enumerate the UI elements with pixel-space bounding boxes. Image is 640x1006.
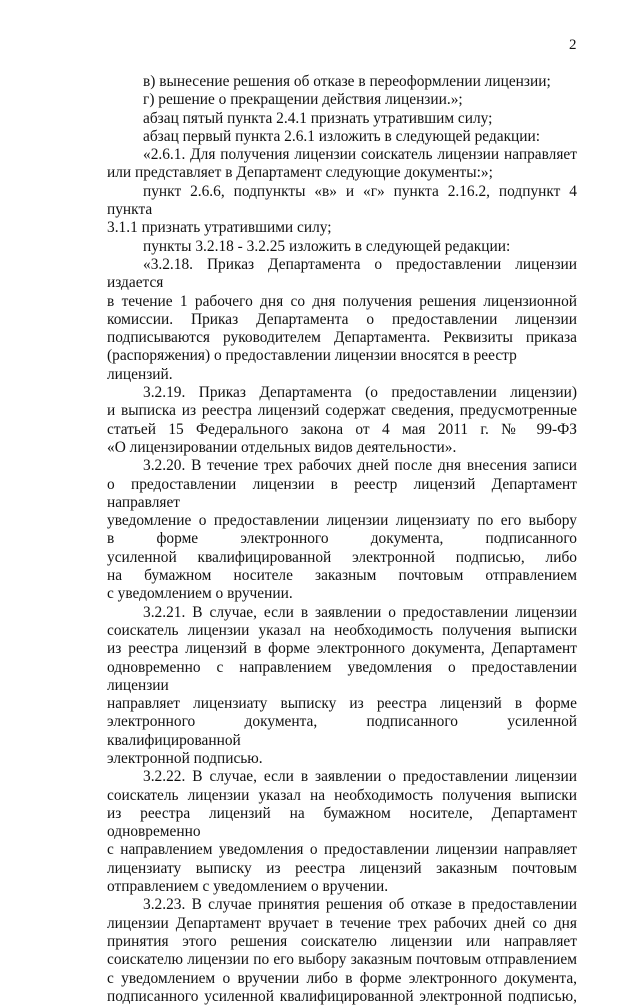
page-number: 2: [569, 37, 577, 53]
document-body: [107, 73, 577, 1006]
text-line: подписанного усиленной квалифицированной электронной подписью,: [107, 987, 577, 1005]
text-line: пункты 3.2.18 - 3.2.25 изложить в следующей редакции:: [143, 237, 511, 255]
text-line: г) решение о прекращении действия лицензии.»;: [143, 91, 463, 109]
text-line: электронной подписью.: [107, 749, 263, 767]
text-line: 3.2.22. В случае, если в заявлении о предоставлении лицензии: [143, 768, 577, 786]
text-line: с направлением уведомления о предоставлении лицензии направляет: [107, 841, 577, 859]
text-line: из реестра лицензий в форме электронного документа, Департамент: [107, 640, 577, 658]
text-line: «О лицензировании отдельных видов деятельности».: [107, 438, 457, 456]
text-line: на бумажном носителе заказным почтовым отправлением: [107, 567, 577, 585]
text-line: уведомление о предоставлении лицензии лицензиату по его выбору: [107, 512, 577, 530]
text-line: принятия этого решения соискателю лицензии или направляет: [107, 932, 577, 950]
text-line: абзац пятый пункта 2.4.1 признать утратившим силу;: [143, 109, 493, 127]
text-line: комиссии. Приказ Департамента о предоставлении лицензии: [107, 310, 577, 328]
text-line: в течение 1 рабочего дня со дня получения решения лицензионной: [107, 292, 577, 310]
text-line: 3.2.21. В случае, если в заявлении о предоставлении лицензии: [143, 603, 577, 621]
text-line: подписываются руководителем Департамента. Реквизиты приказа: [107, 329, 577, 347]
text-line: 3.2.19. Приказ Департамента (о предоставлении лицензии): [143, 384, 577, 402]
text-line: отправлением с уведомлением о вручении.: [107, 878, 389, 896]
text-line: соискателю лицензии по его выбору заказным почтовым отправлением: [107, 951, 577, 969]
text-line: или представляет в Департамент следующие документы:»;: [107, 164, 493, 182]
text-line: «3.2.18. Приказ Департамента о предоставлении лицензии издается: [107, 255, 577, 292]
text-line: одновременно с направлением уведомления о предоставлении лицензии: [107, 658, 577, 694]
text-line: лицензии Департамент вручает в течение трех рабочих дней со дня: [107, 914, 577, 932]
text-line: пункт 2.6.6, подпункты «в» и «г» пункта 2.16.2, подпункт 4 пункта: [107, 182, 577, 219]
text-line: и выписка из реестра лицензий содержат сведения, предусмотренные: [107, 402, 577, 420]
text-line: 3.2.20. В течение трех рабочих дней после дня внесения записи: [143, 457, 577, 475]
text-line: с уведомлением о вручении либо в форме электронного документа,: [107, 969, 577, 987]
text-line: направляет лицензиату выписку из реестра лицензий в форме: [107, 695, 577, 713]
text-line: (распоряжения) о предоставлении лицензии вносятся в реестр лицензий.: [107, 347, 517, 383]
text-line: лицензиату выписку из реестра лицензий заказным почтовым: [107, 859, 577, 877]
text-line: статьей 15 Федерального закона от 4 мая 2011 г. № 99-ФЗ: [107, 420, 577, 438]
text-line: из реестра лицензий на бумажном носителе, Департамент одновременно: [107, 804, 577, 841]
text-line: о предоставлении лицензии в реестр лицензий Департамент направляет: [107, 475, 577, 511]
text-line: абзац первый пункта 2.6.1 изложить в следующей редакции:: [143, 127, 541, 145]
text-line: в) вынесение решения об отказе в переоформлении лицензии;: [143, 73, 551, 90]
text-line: соискатель лицензии указал на необходимость получения выписки: [107, 621, 577, 639]
text-line: «2.6.1. Для получения лицензии соискатель лицензии направляет: [143, 146, 577, 164]
text-line: соискатель лицензии указал на необходимость получения выписки: [107, 786, 577, 804]
text-line: 3.2.23. В случае принятия решения об отказе в предоставлении: [143, 896, 577, 914]
text-line: в форме электронного документа, подписанного: [107, 530, 577, 548]
text-line: 3.1.1 признать утратившими силу;: [107, 219, 332, 237]
text-line: усиленной квалифицированной электронной подписью, либо: [107, 548, 577, 566]
text-line: электронного документа, подписанного усиленной квалифицированной: [107, 713, 577, 749]
text-line: с уведомлением о вручении.: [107, 585, 293, 603]
